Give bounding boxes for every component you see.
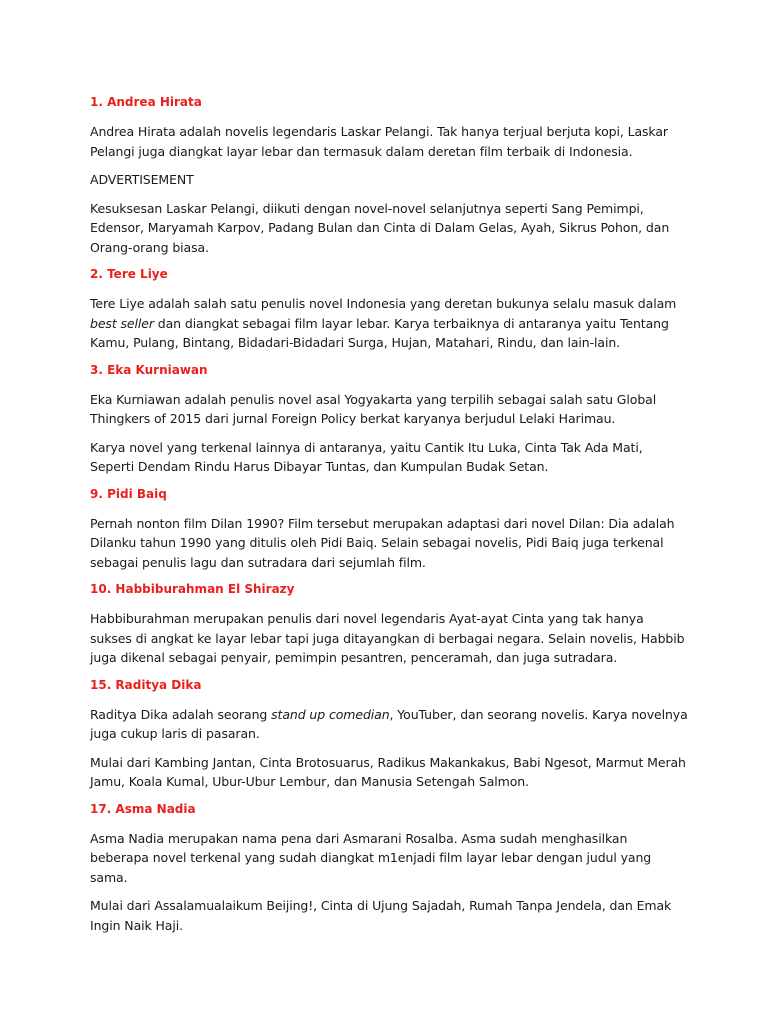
section-heading: 17. Asma Nadia: [90, 801, 196, 816]
section-heading: 9. Pidi Baiq: [90, 486, 167, 501]
section-paragraph: Tere Liye adalah salah satu penulis novel Indonesia yang deretan bukunya selalu masuk dalam best seller dan diangkat sebagai film layar lebar. Karya terbaiknya di antaranya yaitu Tentang Kamu, Pulang, Bintang, Bidadari-Bidadari Surga, Hujan, Matahari, Rindu, dan lain-lain.: [90, 296, 677, 350]
section-paragraph: Andrea Hirata adalah novelis legendaris Laskar Pelangi. Tak hanya terjual berjuta kopi, Laskar Pelangi juga diangkat layar lebar dan termasuk dalam deretan film terbaik di Indonesia.: [90, 124, 668, 159]
section-habbiburahman-el-shirazy: [90, 581, 688, 668]
section-paragraph: Habbiburahman merupakan penulis dari novel legendaris Ayat-ayat Cinta yang tak hanya sukses di angkat ke layar lebar tapi juga ditayangkan di berbagai negara. Selain novelis, Habbib juga dikenal sebagai penyair, pemimpin pesantren, penceramah, dan juga sutradara.: [90, 611, 685, 665]
section-heading: 2. Tere Liye: [90, 267, 168, 281]
section-paragraph: Mulai dari Assalamualaikum Beijing!, Cinta di Ujung Sajadah, Rumah Tanpa Jendela, dan Emak Ingin Naik Haji.: [90, 898, 672, 933]
section-asma-nadia: [90, 801, 688, 936]
section-heading: 15. Raditya Dika: [90, 677, 202, 692]
section-pidi-baiq: [90, 486, 688, 573]
section-heading: 3. Eka Kurniawan: [90, 362, 208, 377]
advertisement-label: ADVERTISEMENT: [90, 172, 194, 187]
section-paragraph: Karya novel yang terkenal lainnya di antaranya, yaitu Cantik Itu Luka, Cinta Tak Ada Mati, Seperti Dendam Rindu Harus Dibayar Tuntas, dan Kumpulan Budak Setan.: [90, 439, 643, 474]
section-paragraph: Kesuksesan Laskar Pelangi, diikuti dengan novel-novel selanjutnya seperti Sang Pemimpi, Edensor, Maryamah Karpov, Padang Bulan dan Cinta di Dalam Gelas, Ayah, Sikrus Pohon, dan Orang-orang biasa.: [90, 200, 670, 255]
section-paragraph: Mulai dari Kambing Jantan, Cinta Brotosuarus, Radikus Makankakus, Babi Ngesot, Marmut Merah Jamu, Koala Kumal, Ubur-Ubur Lembur, dan Manusia Setengah Salmon.: [90, 754, 686, 789]
section-paragraph: Asma Nadia merupakan nama pena dari Asmarani Rosalba. Asma sudah menghasilkan beberapa novel terkenal yang sudah diangkat m1enjadi film layar lebar dengan judul yang sama.: [90, 830, 652, 885]
section-paragraph: Eka Kurniawan adalah penulis novel asal Yogyakarta yang terpilih sebagai salah satu Global Thingkers of 2015 dari jurnal Foreign Policy berkat karyanya berjudul Lelaki Harimau.: [90, 391, 657, 426]
section-andrea-hirata: [90, 94, 688, 257]
section-paragraph: Raditya Dika adalah seorang stand up comedian, YouTuber, dan seorang novelis. Karya novelnya juga cukup laris di pasaran.: [90, 706, 688, 741]
section-tere-liye: [90, 266, 688, 353]
section-paragraph: Pernah nonton film Dilan 1990? Film tersebut merupakan adaptasi dari novel Dilan: Dia adalah Dilanku tahun 1990 yang ditulis oleh Pidi Baiq. Selain sebagai novelis, Pidi Baiq juga terkenal sebagai penulis lagu dan sutradara dari sejumlah film.: [90, 515, 675, 570]
section-heading: 10. Habbiburahman El Shirazy: [90, 582, 295, 596]
section-heading: 1. Andrea Hirata: [90, 95, 202, 109]
section-eka-kurniawan: [90, 362, 688, 477]
section-raditya-dika: [90, 677, 688, 792]
